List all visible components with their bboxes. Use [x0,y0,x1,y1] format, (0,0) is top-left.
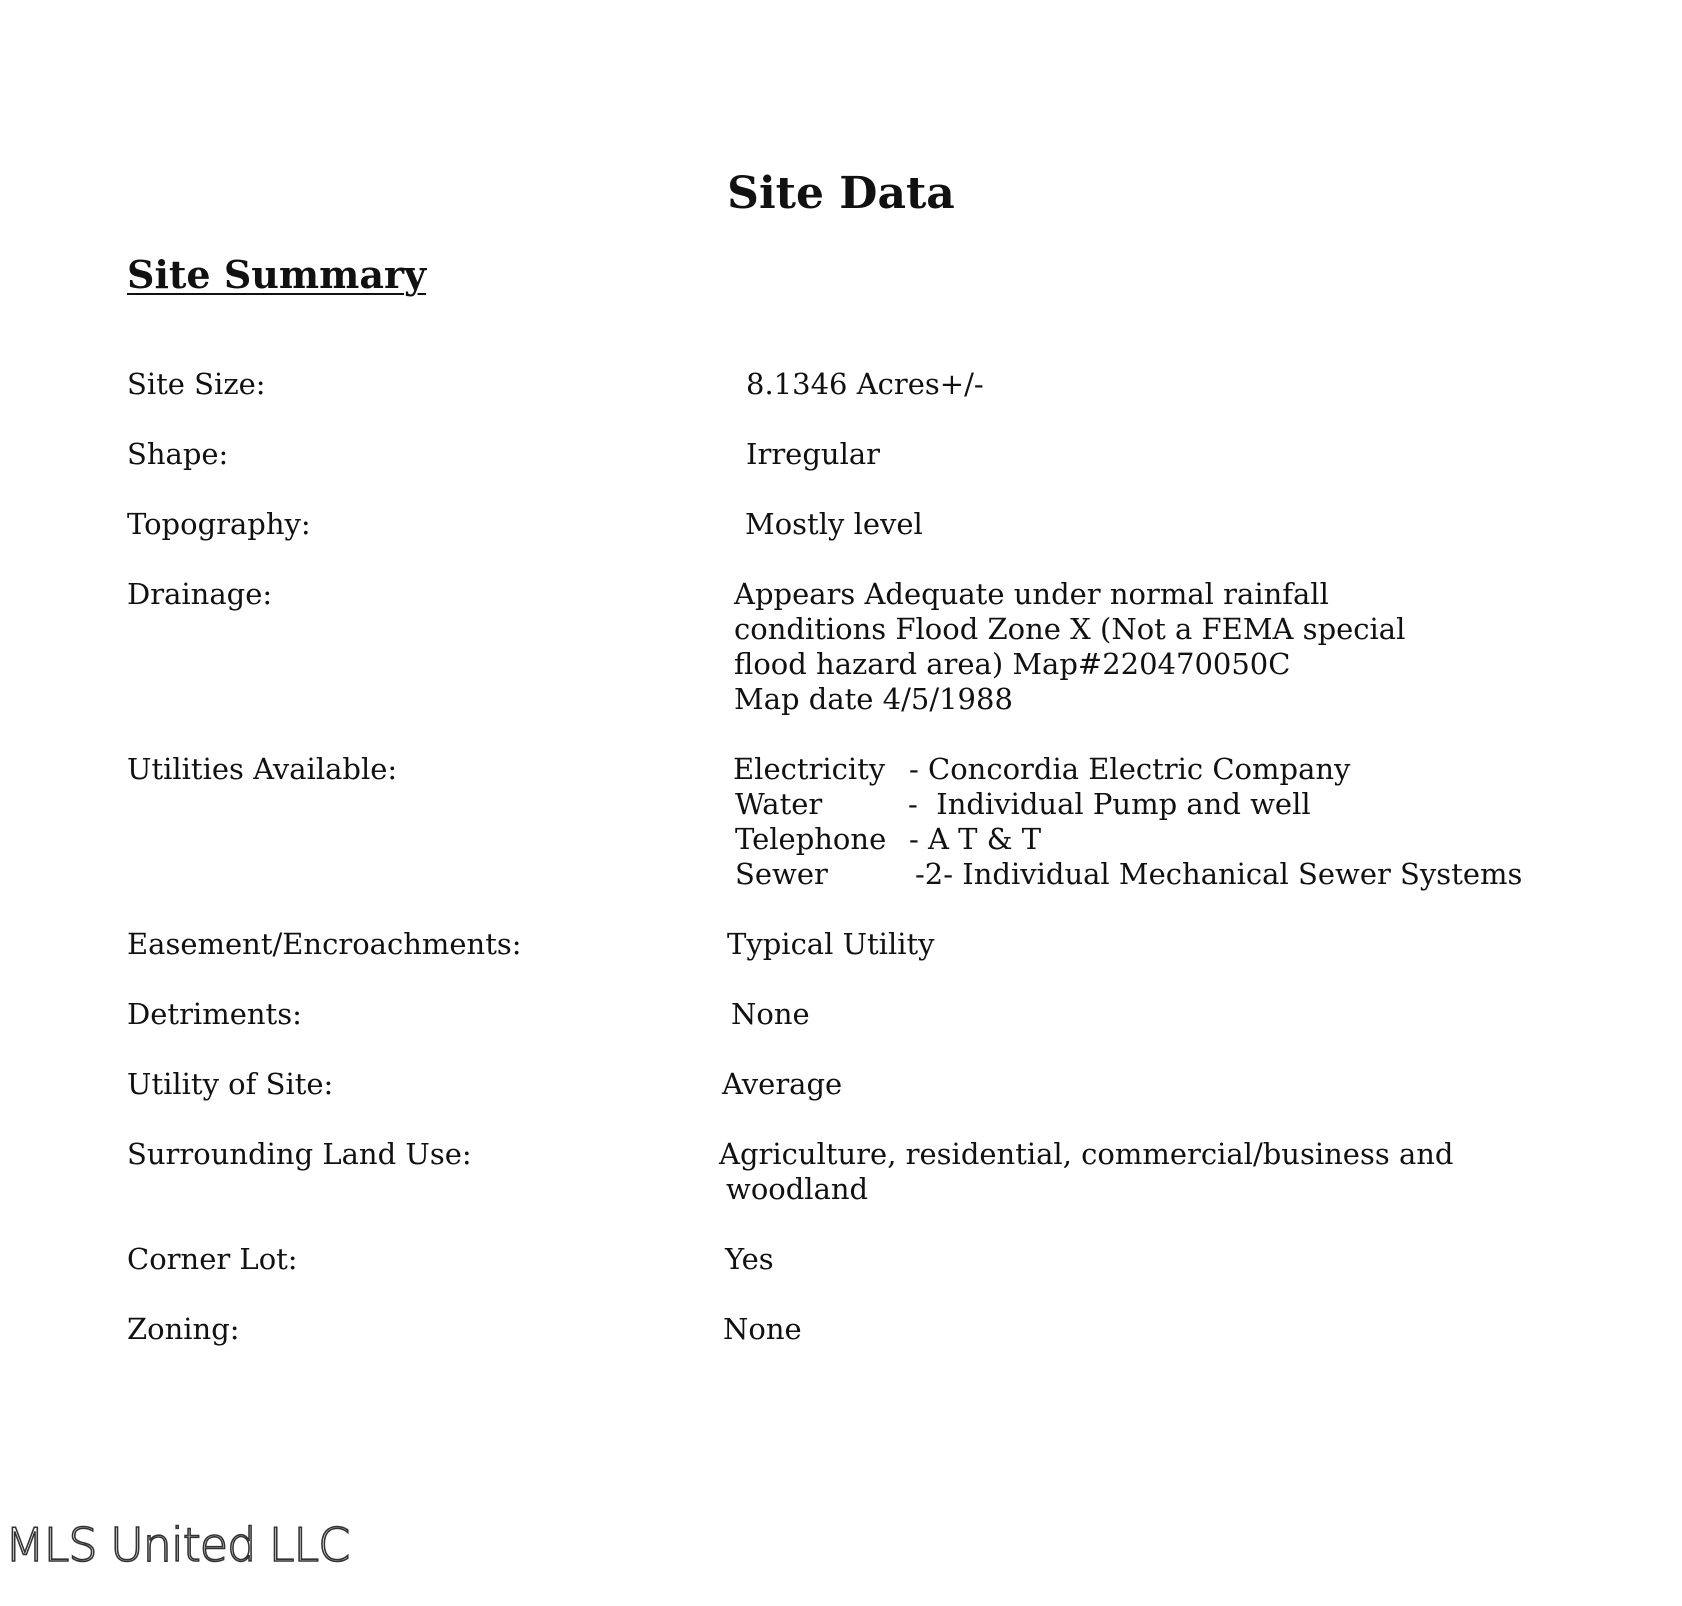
utility-of-site-label: Utility of Site: [127,1067,334,1101]
corner-lot-value: Yes [725,1242,774,1276]
surrounding-land-use-label: Surrounding Land Use: [127,1137,472,1171]
utility-name: Electricity [733,752,886,786]
utility-row [733,787,1522,822]
utilities-value [733,752,1522,892]
section-heading: Site Summary [127,252,427,297]
utility-row [733,822,1522,857]
detriments-value: None [731,997,810,1031]
utility-detail: - Concordia Electric Company [909,752,1351,786]
drainage-line: flood hazard area) Map#220470050C [734,647,1291,681]
page-title: Site Data [727,168,955,219]
site-size-value: 8.1346 Acres+/- [746,367,984,401]
utility-detail: -2- Individual Mechanical Sewer Systems [915,857,1523,891]
zoning-label: Zoning: [127,1312,240,1346]
utility-name: Water [735,787,823,821]
easement-value: Typical Utility [727,927,935,961]
zoning-value: None [723,1312,802,1346]
utility-name: Sewer [735,857,828,891]
surrounding-line: woodland [726,1172,869,1206]
shape-value: Irregular [746,437,881,471]
topography-value: Mostly level [745,507,923,541]
utility-name: Telephone [735,822,887,856]
drainage-line: Map date 4/5/1988 [734,682,1013,716]
utility-row [733,752,1522,787]
surrounding-land-use-value [719,1137,1453,1207]
utility-detail: - Individual Pump and well [908,787,1311,821]
detriments-label: Detriments: [127,997,302,1031]
utility-of-site-value: Average [722,1067,843,1101]
drainage-label: Drainage: [127,577,273,611]
site-size-label: Site Size: [127,367,266,401]
utilities-label: Utilities Available: [127,752,398,786]
utility-row [733,857,1522,892]
surrounding-line: Agriculture, residential, commercial/business and [719,1137,1454,1171]
drainage-value [734,577,1405,717]
topography-label: Topography: [127,507,311,541]
corner-lot-label: Corner Lot: [127,1242,298,1276]
utility-detail: - A T & T [909,822,1042,856]
drainage-line: Appears Adequate under normal rainfall [734,577,1329,611]
drainage-line: conditions Flood Zone X (Not a FEMA special [734,612,1406,646]
easement-label: Easement/Encroachments: [127,927,522,961]
shape-label: Shape: [127,437,229,471]
watermark: MLS United LLC [5,1518,350,1572]
